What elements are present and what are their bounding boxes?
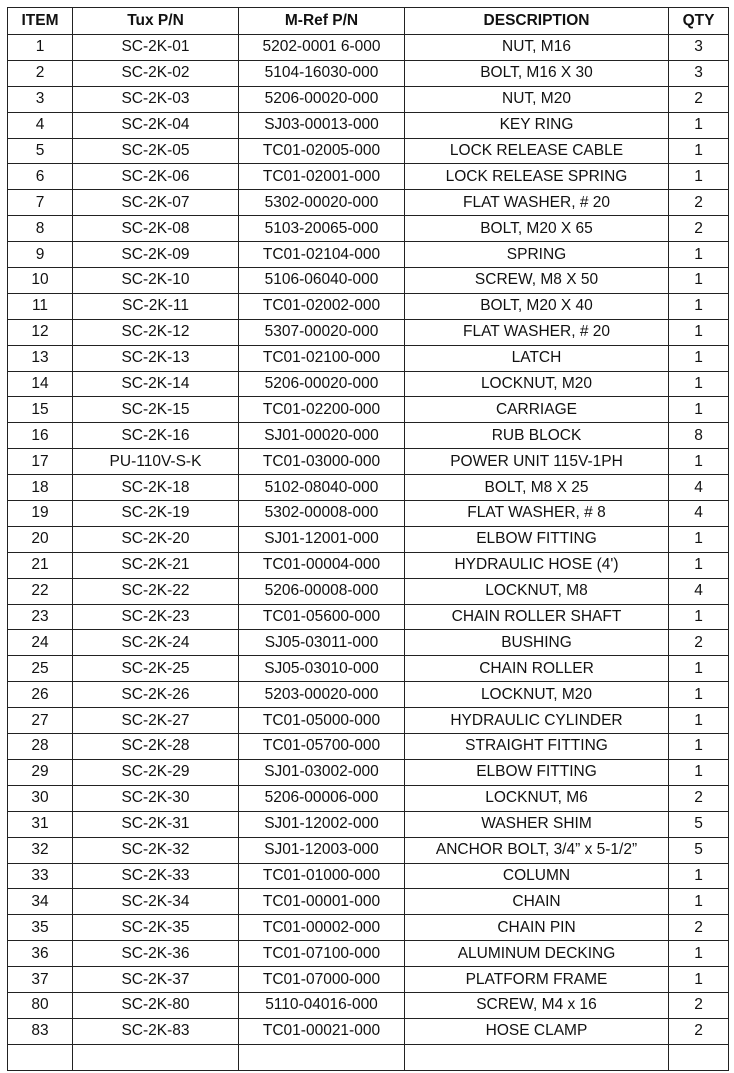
cell-qty: 1: [669, 967, 729, 993]
cell-mref-pn: TC01-00002-000: [239, 915, 405, 941]
cell-description: BOLT, M20 X 40: [405, 293, 669, 319]
cell-mref-pn: TC01-02104-000: [239, 242, 405, 268]
cell-item: 9: [8, 242, 73, 268]
cell-mref-pn: TC01-00004-000: [239, 552, 405, 578]
parts-list-table: [7, 7, 728, 1071]
cell-description: HYDRAULIC CYLINDER: [405, 708, 669, 734]
cell-tux-pn: SC-2K-37: [73, 967, 239, 993]
cell-item: 28: [8, 734, 73, 760]
cell-qty: 2: [669, 216, 729, 242]
table-row: [8, 526, 729, 552]
table-row: [8, 811, 729, 837]
cell-qty: 1: [669, 293, 729, 319]
cell-tux-pn: SC-2K-83: [73, 1018, 239, 1044]
cell-qty: 1: [669, 656, 729, 682]
cell-mref-pn: TC01-02001-000: [239, 164, 405, 190]
cell-description: HOSE CLAMP: [405, 1018, 669, 1044]
cell-item: 83: [8, 1018, 73, 1044]
table-row: [8, 967, 729, 993]
cell-mref-pn: SJ05-03011-000: [239, 630, 405, 656]
cell-description: ELBOW FITTING: [405, 526, 669, 552]
cell-description: CHAIN PIN: [405, 915, 669, 941]
cell-description: ALUMINUM DECKING: [405, 941, 669, 967]
cell-tux-pn: SC-2K-03: [73, 86, 239, 112]
cell-tux-pn: SC-2K-01: [73, 35, 239, 61]
cell-item: 17: [8, 449, 73, 475]
table-row: [8, 682, 729, 708]
table-row: [8, 915, 729, 941]
cell-description: BUSHING: [405, 630, 669, 656]
cell-description: NUT, M20: [405, 86, 669, 112]
cell-item: 30: [8, 785, 73, 811]
table-row: [8, 216, 729, 242]
cell-tux-pn: SC-2K-32: [73, 837, 239, 863]
cell-item: [8, 1044, 73, 1070]
cell-description: CHAIN ROLLER SHAFT: [405, 604, 669, 630]
table-row: [8, 190, 729, 216]
cell-qty: 1: [669, 526, 729, 552]
cell-mref-pn: TC01-07000-000: [239, 967, 405, 993]
cell-tux-pn: SC-2K-08: [73, 216, 239, 242]
cell-item: 26: [8, 682, 73, 708]
cell-qty: 1: [669, 604, 729, 630]
cell-item: 21: [8, 552, 73, 578]
table-row: [8, 785, 729, 811]
cell-description: [405, 1044, 669, 1070]
table-row: [8, 578, 729, 604]
cell-tux-pn: SC-2K-12: [73, 319, 239, 345]
cell-item: 1: [8, 35, 73, 61]
table-row: [8, 837, 729, 863]
cell-mref-pn: TC01-01000-000: [239, 863, 405, 889]
cell-qty: 2: [669, 915, 729, 941]
table-row: [8, 708, 729, 734]
cell-qty: 5: [669, 837, 729, 863]
table-row: [8, 293, 729, 319]
cell-qty: 3: [669, 35, 729, 61]
table-row: [8, 992, 729, 1018]
cell-item: 34: [8, 889, 73, 915]
cell-item: 80: [8, 992, 73, 1018]
cell-item: 2: [8, 60, 73, 86]
cell-mref-pn: TC01-02100-000: [239, 345, 405, 371]
table-row: [8, 1018, 729, 1044]
cell-tux-pn: SC-2K-09: [73, 242, 239, 268]
table-row: [8, 475, 729, 501]
cell-tux-pn: SC-2K-22: [73, 578, 239, 604]
header-description: DESCRIPTION: [405, 8, 669, 35]
table-header-row: [8, 8, 729, 35]
cell-item: 36: [8, 941, 73, 967]
cell-mref-pn: SJ05-03010-000: [239, 656, 405, 682]
cell-mref-pn: TC01-00001-000: [239, 889, 405, 915]
cell-mref-pn: 5206-00008-000: [239, 578, 405, 604]
header-mref-pn: M-Ref P/N: [239, 8, 405, 35]
cell-tux-pn: SC-2K-36: [73, 941, 239, 967]
cell-tux-pn: SC-2K-25: [73, 656, 239, 682]
cell-mref-pn: 5106-06040-000: [239, 268, 405, 294]
cell-description: PLATFORM FRAME: [405, 967, 669, 993]
table-row: [8, 941, 729, 967]
cell-tux-pn: SC-2K-31: [73, 811, 239, 837]
cell-qty: 1: [669, 449, 729, 475]
table-row: [8, 319, 729, 345]
cell-item: 6: [8, 164, 73, 190]
cell-description: SCREW, M8 X 50: [405, 268, 669, 294]
cell-item: 15: [8, 397, 73, 423]
cell-qty: 4: [669, 578, 729, 604]
cell-tux-pn: SC-2K-28: [73, 734, 239, 760]
cell-item: 10: [8, 268, 73, 294]
cell-mref-pn: 5110-04016-000: [239, 992, 405, 1018]
header-tux-pn: Tux P/N: [73, 8, 239, 35]
cell-tux-pn: SC-2K-26: [73, 682, 239, 708]
table-row: [8, 35, 729, 61]
cell-tux-pn: SC-2K-10: [73, 268, 239, 294]
cell-qty: 1: [669, 138, 729, 164]
cell-description: LOCKNUT, M6: [405, 785, 669, 811]
cell-qty: 3: [669, 60, 729, 86]
cell-tux-pn: SC-2K-80: [73, 992, 239, 1018]
table-row: [8, 60, 729, 86]
cell-mref-pn: SJ01-12002-000: [239, 811, 405, 837]
cell-description: STRAIGHT FITTING: [405, 734, 669, 760]
cell-description: WASHER SHIM: [405, 811, 669, 837]
cell-tux-pn: SC-2K-35: [73, 915, 239, 941]
cell-description: RUB BLOCK: [405, 423, 669, 449]
cell-item: 16: [8, 423, 73, 449]
cell-qty: 1: [669, 889, 729, 915]
header-item: ITEM: [8, 8, 73, 35]
table-row: [8, 423, 729, 449]
cell-tux-pn: SC-2K-15: [73, 397, 239, 423]
cell-qty: 1: [669, 164, 729, 190]
cell-description: LOCKNUT, M8: [405, 578, 669, 604]
table-body: [8, 35, 729, 1071]
table-row: [8, 86, 729, 112]
cell-tux-pn: SC-2K-19: [73, 501, 239, 527]
cell-mref-pn: 5202-0001 6-000: [239, 35, 405, 61]
cell-qty: 1: [669, 759, 729, 785]
cell-description: ANCHOR BOLT, 3/4” x 5-1/2”: [405, 837, 669, 863]
cell-qty: [669, 1044, 729, 1070]
cell-description: LOCKNUT, M20: [405, 682, 669, 708]
table-row: [8, 1044, 729, 1070]
cell-tux-pn: SC-2K-20: [73, 526, 239, 552]
cell-item: 5: [8, 138, 73, 164]
cell-mref-pn: 5206-00020-000: [239, 371, 405, 397]
cell-description: LATCH: [405, 345, 669, 371]
cell-description: BOLT, M16 X 30: [405, 60, 669, 86]
cell-tux-pn: SC-2K-21: [73, 552, 239, 578]
cell-item: 27: [8, 708, 73, 734]
cell-item: 25: [8, 656, 73, 682]
cell-qty: 2: [669, 86, 729, 112]
cell-description: CHAIN: [405, 889, 669, 915]
cell-tux-pn: SC-2K-23: [73, 604, 239, 630]
cell-qty: 1: [669, 242, 729, 268]
cell-mref-pn: SJ01-03002-000: [239, 759, 405, 785]
cell-mref-pn: [239, 1044, 405, 1070]
cell-qty: 1: [669, 734, 729, 760]
cell-description: ELBOW FITTING: [405, 759, 669, 785]
cell-item: 11: [8, 293, 73, 319]
cell-qty: 5: [669, 811, 729, 837]
table-row: [8, 371, 729, 397]
cell-description: NUT, M16: [405, 35, 669, 61]
cell-tux-pn: SC-2K-14: [73, 371, 239, 397]
cell-mref-pn: TC01-05700-000: [239, 734, 405, 760]
cell-tux-pn: SC-2K-07: [73, 190, 239, 216]
cell-qty: 1: [669, 682, 729, 708]
cell-mref-pn: TC01-02005-000: [239, 138, 405, 164]
cell-description: COLUMN: [405, 863, 669, 889]
cell-qty: 2: [669, 785, 729, 811]
cell-item: 14: [8, 371, 73, 397]
table-row: [8, 345, 729, 371]
cell-mref-pn: TC01-05000-000: [239, 708, 405, 734]
cell-mref-pn: TC01-03000-000: [239, 449, 405, 475]
table-row: [8, 552, 729, 578]
cell-mref-pn: SJ03-00013-000: [239, 112, 405, 138]
cell-tux-pn: SC-2K-33: [73, 863, 239, 889]
cell-description: CARRIAGE: [405, 397, 669, 423]
table-row: [8, 604, 729, 630]
cell-mref-pn: SJ01-00020-000: [239, 423, 405, 449]
cell-item: 8: [8, 216, 73, 242]
cell-qty: 1: [669, 397, 729, 423]
cell-qty: 2: [669, 1018, 729, 1044]
cell-item: 4: [8, 112, 73, 138]
cell-qty: 1: [669, 371, 729, 397]
cell-mref-pn: 5104-16030-000: [239, 60, 405, 86]
table-row: [8, 863, 729, 889]
cell-item: 18: [8, 475, 73, 501]
cell-description: SCREW, M4 x 16: [405, 992, 669, 1018]
cell-qty: 1: [669, 319, 729, 345]
cell-description: CHAIN ROLLER: [405, 656, 669, 682]
cell-tux-pn: SC-2K-34: [73, 889, 239, 915]
cell-mref-pn: TC01-02200-000: [239, 397, 405, 423]
cell-item: 20: [8, 526, 73, 552]
header-qty: QTY: [669, 8, 729, 35]
cell-description: SPRING: [405, 242, 669, 268]
table-row: [8, 656, 729, 682]
cell-qty: 1: [669, 112, 729, 138]
table-row: [8, 397, 729, 423]
cell-qty: 8: [669, 423, 729, 449]
cell-qty: 1: [669, 708, 729, 734]
cell-mref-pn: TC01-02002-000: [239, 293, 405, 319]
cell-qty: 2: [669, 992, 729, 1018]
cell-item: 37: [8, 967, 73, 993]
cell-description: LOCKNUT, M20: [405, 371, 669, 397]
table-row: [8, 501, 729, 527]
cell-mref-pn: TC01-07100-000: [239, 941, 405, 967]
cell-item: 3: [8, 86, 73, 112]
cell-tux-pn: SC-2K-05: [73, 138, 239, 164]
cell-description: POWER UNIT 115V-1PH: [405, 449, 669, 475]
cell-qty: 1: [669, 863, 729, 889]
cell-qty: 4: [669, 501, 729, 527]
cell-item: 29: [8, 759, 73, 785]
cell-tux-pn: SC-2K-24: [73, 630, 239, 656]
cell-qty: 2: [669, 630, 729, 656]
cell-mref-pn: 5206-00006-000: [239, 785, 405, 811]
cell-tux-pn: SC-2K-02: [73, 60, 239, 86]
cell-mref-pn: 5302-00008-000: [239, 501, 405, 527]
cell-mref-pn: TC01-05600-000: [239, 604, 405, 630]
cell-description: BOLT, M8 X 25: [405, 475, 669, 501]
cell-mref-pn: 5302-00020-000: [239, 190, 405, 216]
cell-description: HYDRAULIC HOSE (4'): [405, 552, 669, 578]
table-row: [8, 138, 729, 164]
cell-tux-pn: SC-2K-18: [73, 475, 239, 501]
table-row: [8, 164, 729, 190]
cell-item: 22: [8, 578, 73, 604]
cell-mref-pn: 5206-00020-000: [239, 86, 405, 112]
table-row: [8, 449, 729, 475]
cell-description: BOLT, M20 X 65: [405, 216, 669, 242]
cell-mref-pn: 5307-00020-000: [239, 319, 405, 345]
cell-item: 31: [8, 811, 73, 837]
cell-item: 33: [8, 863, 73, 889]
cell-tux-pn: SC-2K-27: [73, 708, 239, 734]
cell-qty: 2: [669, 190, 729, 216]
cell-mref-pn: 5103-20065-000: [239, 216, 405, 242]
cell-item: 32: [8, 837, 73, 863]
cell-mref-pn: 5102-08040-000: [239, 475, 405, 501]
cell-item: 13: [8, 345, 73, 371]
cell-item: 12: [8, 319, 73, 345]
cell-tux-pn: SC-2K-06: [73, 164, 239, 190]
cell-tux-pn: SC-2K-11: [73, 293, 239, 319]
cell-description: LOCK RELEASE CABLE: [405, 138, 669, 164]
cell-qty: 1: [669, 552, 729, 578]
cell-tux-pn: SC-2K-04: [73, 112, 239, 138]
cell-qty: 4: [669, 475, 729, 501]
table-row: [8, 630, 729, 656]
cell-mref-pn: SJ01-12003-000: [239, 837, 405, 863]
table-row: [8, 889, 729, 915]
cell-qty: 1: [669, 268, 729, 294]
table-row: [8, 112, 729, 138]
cell-tux-pn: SC-2K-16: [73, 423, 239, 449]
cell-mref-pn: 5203-00020-000: [239, 682, 405, 708]
cell-tux-pn: SC-2K-13: [73, 345, 239, 371]
cell-mref-pn: SJ01-12001-000: [239, 526, 405, 552]
cell-tux-pn: SC-2K-30: [73, 785, 239, 811]
cell-tux-pn: SC-2K-29: [73, 759, 239, 785]
cell-item: 35: [8, 915, 73, 941]
cell-qty: 1: [669, 941, 729, 967]
cell-tux-pn: [73, 1044, 239, 1070]
cell-qty: 1: [669, 345, 729, 371]
cell-tux-pn: PU-110V-S-K: [73, 449, 239, 475]
table-row: [8, 242, 729, 268]
cell-item: 7: [8, 190, 73, 216]
cell-item: 23: [8, 604, 73, 630]
cell-description: LOCK RELEASE SPRING: [405, 164, 669, 190]
cell-item: 24: [8, 630, 73, 656]
table-row: [8, 268, 729, 294]
cell-description: FLAT WASHER, # 20: [405, 190, 669, 216]
cell-item: 19: [8, 501, 73, 527]
cell-description: KEY RING: [405, 112, 669, 138]
cell-description: FLAT WASHER, # 20: [405, 319, 669, 345]
cell-mref-pn: TC01-00021-000: [239, 1018, 405, 1044]
table-row: [8, 759, 729, 785]
table-row: [8, 734, 729, 760]
cell-description: FLAT WASHER, # 8: [405, 501, 669, 527]
